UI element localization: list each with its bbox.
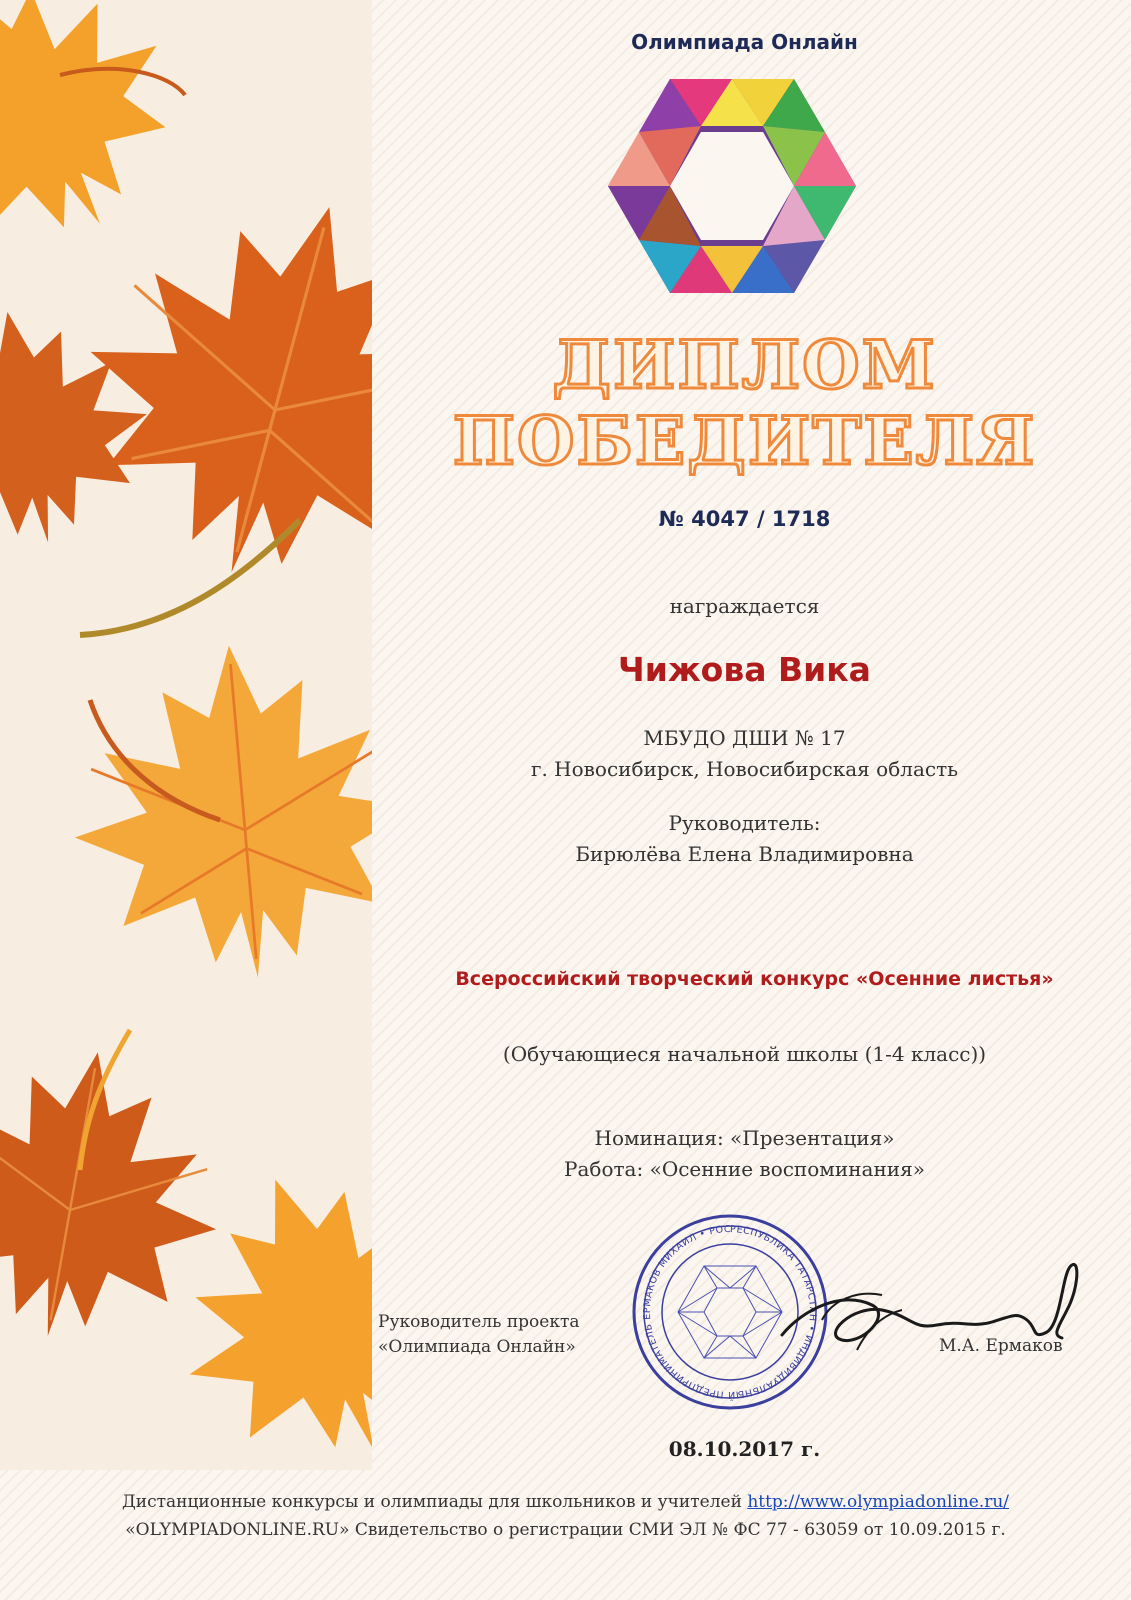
supervisor-label: Руководитель: (668, 811, 821, 835)
supervisor-name: Бирюлёва Елена Владимировна (575, 842, 914, 866)
hexagon-logo (608, 78, 856, 298)
website-link[interactable]: http://www.olympiadonline.ru/ (747, 1492, 1010, 1512)
project-head-org: «Олимпиада Онлайн» (378, 1337, 576, 1357)
footer (0, 1488, 1131, 1544)
signer-name: М.А. Ермаков (939, 1336, 1063, 1356)
stamp-ring-text: РЕСПУБЛИКА ТАТАРСТАН • ИНДИВИДУАЛЬНЫЙ ПРЕДПРИНИМАТЕЛЬ ЕРМАКОВ МИХАИЛ • РОССИЙСКАЯ ФЕДЕРАЦИЯ • ИНН 164009239256 • ОГРНИП 314167425300012 • (641, 1223, 819, 1401)
school-info (372, 723, 1117, 785)
footer-description: Дистанционные конкурсы и олимпиады для школьников и учителей (121, 1492, 742, 1512)
school-location: г. Новосибирск, Новосибирская область (530, 757, 959, 781)
diploma-title-line1: ДИПЛОМ (552, 326, 937, 404)
organization-name: Олимпиада Онлайн (631, 30, 858, 54)
supervisor-info (372, 808, 1117, 870)
hexagon-logo-icon (608, 79, 856, 293)
issue-date: 08.10.2017 г. (668, 1437, 821, 1461)
handwritten-signature-icon (762, 1250, 1092, 1380)
signature (762, 1250, 1092, 1384)
footer-registration: «OLYMPIADONLINE.RU» Свидетельство о регистрации СМИ ЭЛ № ФС 77 - 63059 от 10.09.2015 г. (125, 1520, 1006, 1540)
project-head-title: Руководитель проекта (378, 1312, 580, 1332)
diploma-number: № 4047 / 1718 (658, 507, 831, 531)
school-name: МБУДО ДШИ № 17 (643, 726, 846, 750)
diploma-title-line2: ПОБЕДИТЕЛЯ (452, 402, 1037, 480)
recipient-name: Чижова Вика (618, 650, 871, 689)
diploma-content (372, 0, 1131, 1600)
maple-leaves-illustration (0, 0, 372, 1470)
contest-name: Всероссийский творческий конкурс «Осенние листья» (455, 968, 1054, 990)
work-title: Работа: «Осенние воспоминания» (564, 1157, 925, 1181)
awarded-label: награждается (669, 594, 820, 618)
nomination-info (372, 1123, 1117, 1185)
project-head (378, 1310, 580, 1360)
nomination: Номинация: «Презентация» (594, 1126, 895, 1150)
footer-line1 (0, 1488, 1131, 1516)
autumn-leaves-panel (0, 0, 372, 1470)
participant-group: (Обучающиеся начальной школы (1-4 класс)) (502, 1042, 987, 1066)
